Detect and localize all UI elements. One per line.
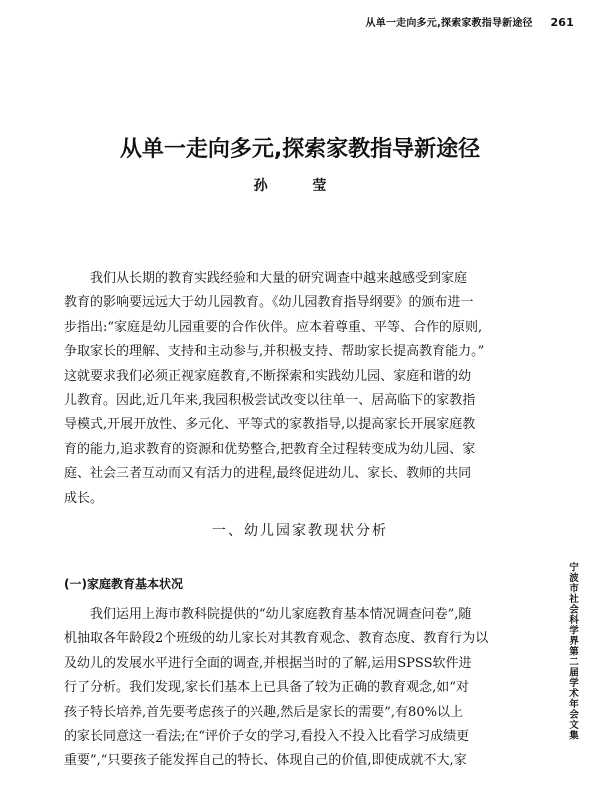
paragraph-line: 争取家长的理解、支持和主动参与,并积极支持、帮助家长提高教育能力。” bbox=[64, 344, 485, 360]
paragraph-line: 导模式,开展开放性、多元化、平等式的家教指导,以提高家长开展家庭教 bbox=[64, 417, 476, 433]
running-header bbox=[366, 14, 574, 29]
section-heading: 一、幼儿园家教现状分析 bbox=[212, 523, 388, 539]
paragraph-line: 教育的影响要远远大于幼儿园教育。《幼儿园教育指导纲要》的颁布进一 bbox=[64, 295, 474, 311]
article-title: 从单一走向多元,探索家教指导新途径 bbox=[119, 137, 481, 162]
paragraph-line: 重要”,“只要孩子能发挥自己的特长、体现自己的价值,即使成就不大,家 bbox=[64, 753, 467, 769]
page-number: 261 bbox=[550, 16, 574, 29]
body-paragraph bbox=[64, 603, 546, 774]
paragraph-line: 的家长同意这一看法;在“评价子女的学习,看投入不投入比看学习成绩更 bbox=[64, 729, 470, 745]
running-title: 从单一走向多元,探索家教指导新途径 bbox=[365, 18, 533, 29]
paragraph-line: 机抽取各年龄段2个班级的幼儿家长对其教育观念、教育态度、教育行为以 bbox=[64, 631, 489, 647]
paragraph-line: 这就要求我们必须正视家庭教育,不断探索和实践幼儿园、家庭和谐的幼 bbox=[64, 368, 472, 384]
paragraph-line: 孩子特长培养,首先要考虑孩子的兴趣,然后是家长的需要”,有80%以上 bbox=[64, 704, 463, 720]
paragraph-line: 成长。 bbox=[64, 490, 104, 506]
paragraph-line: 我们运用上海市教科院提供的“幼儿家庭教育基本情况调查问卷”,随 bbox=[90, 607, 472, 622]
paragraph-line: 儿教育。因此,近几年来,我园积极尝试改变以往单一、居高临下的家教指 bbox=[64, 393, 476, 409]
paragraph-line: 及幼儿的发展水平进行全面的调查,并根据当时的了解,运用SPSS软件进 bbox=[64, 655, 472, 671]
article-author: 孙 莹 bbox=[253, 178, 347, 194]
subsection-heading: (一)家庭教育基本状况 bbox=[64, 577, 183, 591]
intro-paragraph bbox=[64, 267, 546, 511]
paragraph-line: 我们从长期的教育实践经验和大量的研究调查中越来越感受到家庭 bbox=[90, 271, 468, 286]
paragraph-line: 育的能力,追求教育的资源和优势整合,把教育全过程转变成为幼儿园、家 bbox=[64, 441, 476, 457]
paragraph-line: 行了分析。我们发现,家长们基本上已具备了较为正确的教育观念,如“对 bbox=[64, 680, 469, 696]
side-note: 宁波市社会科学界第二届学术年会文集 bbox=[567, 562, 578, 741]
paragraph-line: 步指出:“家庭是幼儿园重要的合作伙伴。应本着尊重、平等、合作的原则, bbox=[64, 319, 483, 335]
paragraph-line: 庭、社会三者互动而又有活力的进程,最终促进幼儿、家长、教师的共同 bbox=[64, 466, 472, 482]
